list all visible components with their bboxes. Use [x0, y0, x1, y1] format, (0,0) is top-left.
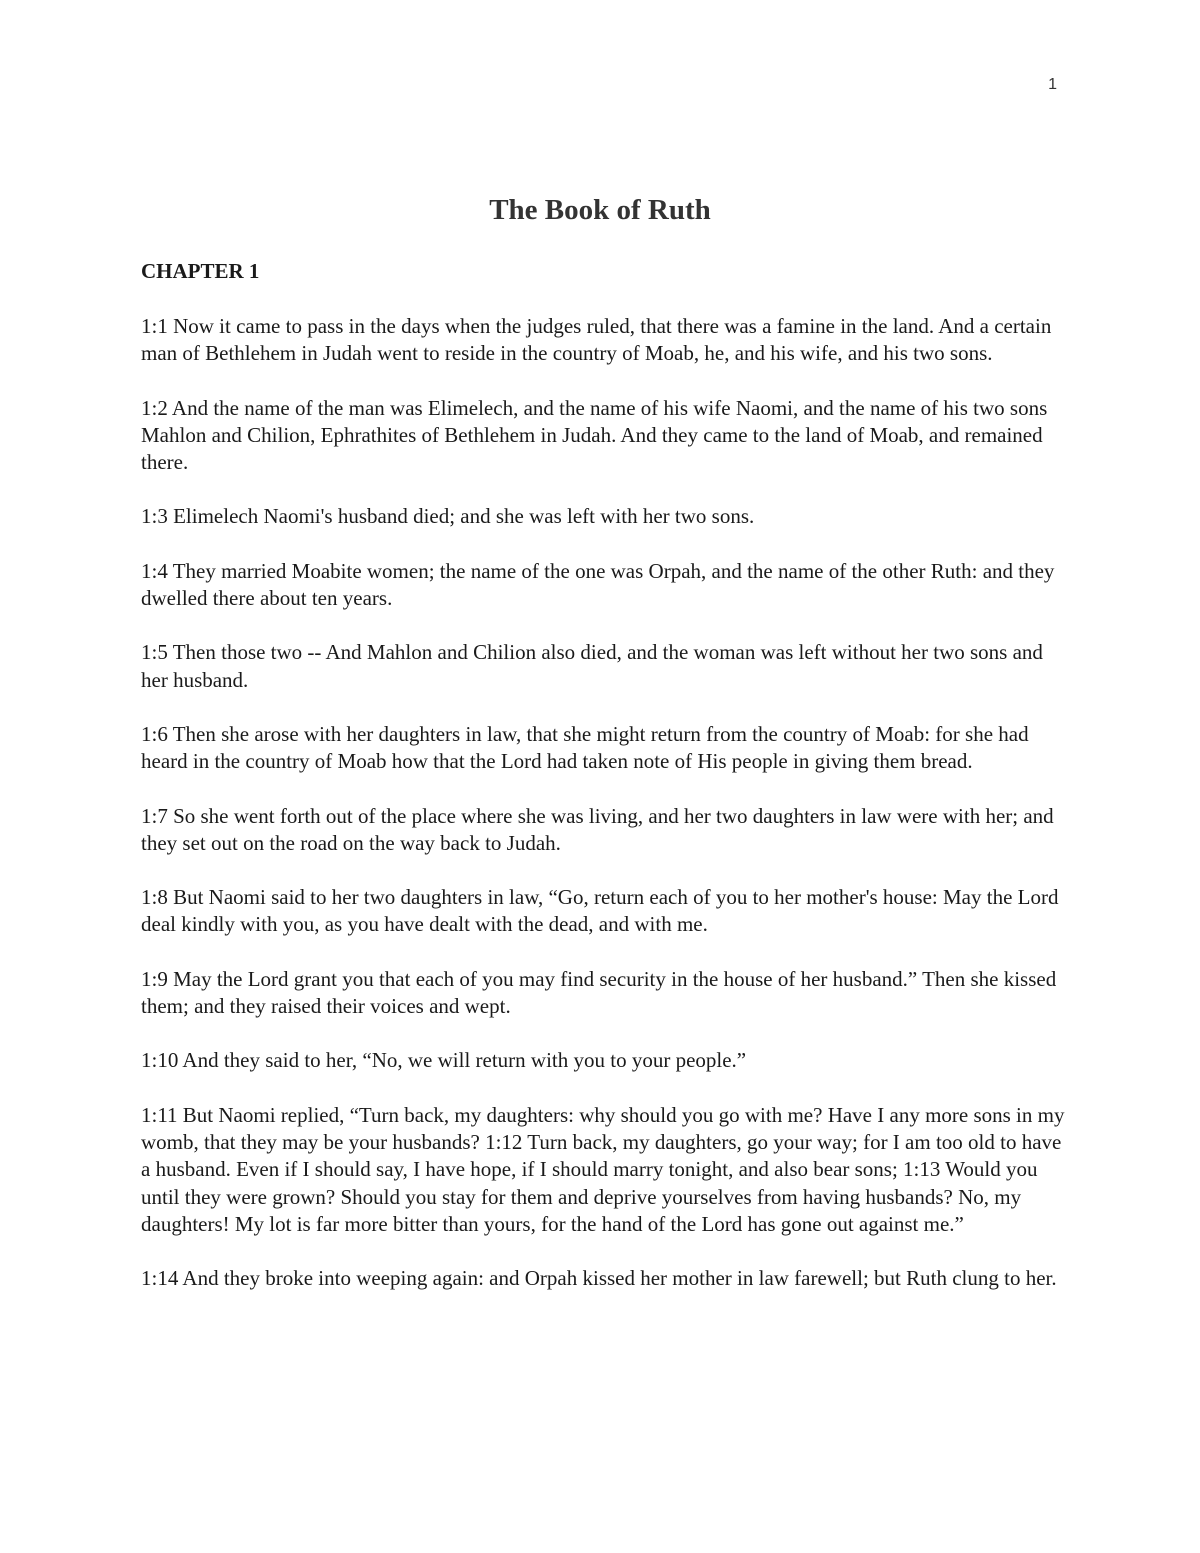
- verse-paragraph: 1:4 They married Moabite women; the name of the one was Orpah, and the name of the other Ruth: and they dwelled there about ten years.: [141, 558, 1055, 611]
- verse-paragraph: 1:2 And the name of the man was Elimelech, and the name of his wife Naomi, and the name of his two sons Mahlon and Chilion, Ephrathites of Bethlehem in Judah. And they came to the land of Moab, and remained there.: [141, 395, 1048, 475]
- chapter-heading: CHAPTER 1: [141, 259, 260, 283]
- verse-list: [141, 313, 1066, 1319]
- verse-paragraph: 1:5 Then those two -- And Mahlon and Chilion also died, and the woman was left without her two sons and her husband.: [141, 640, 1043, 692]
- verse-paragraph: 1:11 But Naomi replied, “Turn back, my daughters: why should you go with me? Have I any more sons in my womb, that they may be your husbands? 1:12 Turn back, my daughters, go your way; for I am too old to have a husband. Even if I should say, I have hope, if I should marry tonight, and also bear sons; 1:13 Would you until they were grown? Should you stay for them and deprive yourselves from having husbands? No, my daughters! My lot is far more bitter than yours, for the hand of the Lord has gone out against me.”: [141, 1102, 1065, 1236]
- verse-paragraph: 1:14 And they broke into weeping again: and Orpah kissed her mother in law farewell; but Ruth clung to her.: [141, 1266, 1057, 1291]
- verse-paragraph: 1:6 Then she arose with her daughters in law, that she might return from the country of Moab: for she had heard in the country of Moab how that the Lord had taken note of His people in giving them bread.: [141, 721, 1029, 774]
- verse-paragraph: 1:8 But Naomi said to her two daughters in law, “Go, return each of you to her mother's house: May the Lord deal kindly with you, as you have dealt with the dead, and with me.: [141, 885, 1059, 937]
- verse-paragraph: 1:7 So she went forth out of the place where she was living, and her two daughters in law were with her; and they set out on the road on the way back to Judah.: [141, 803, 1054, 855]
- verse-paragraph: 1:3 Elimelech Naomi's husband died; and she was left with her two sons.: [141, 504, 755, 529]
- verse-paragraph: 1:10 And they said to her, “No, we will return with you to your people.”: [141, 1048, 747, 1073]
- book-title: The Book of Ruth: [489, 194, 711, 226]
- verse-paragraph: 1:1 Now it came to pass in the days when the judges ruled, that there was a famine in the land. And a certain man of Bethlehem in Judah went to reside in the country of Moab, he, and his wife, and his two sons.: [141, 314, 1052, 366]
- verse-paragraph: 1:9 May the Lord grant you that each of you may find security in the house of her husband.” Then she kissed them; and they raised their voices and wept.: [141, 966, 1057, 1019]
- page-number: 1: [1048, 76, 1057, 93]
